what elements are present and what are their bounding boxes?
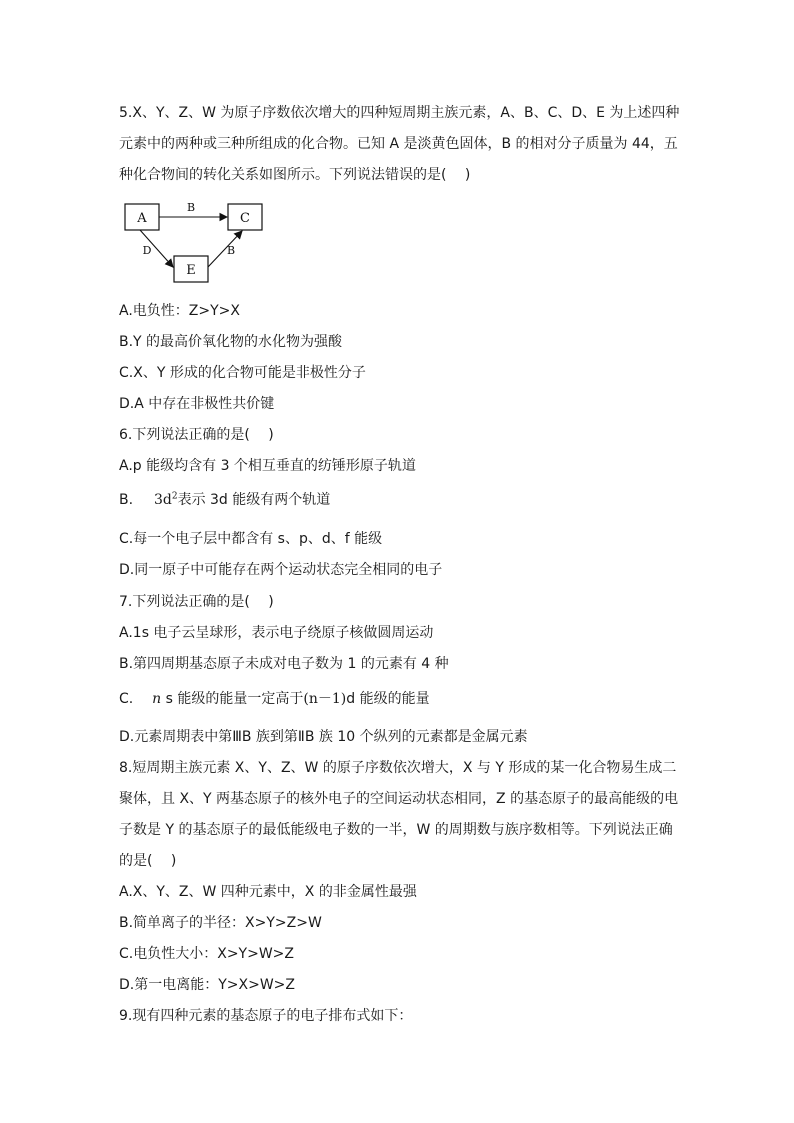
q8-option-c: C.电负性大小：X>Y>W>Z — [119, 946, 294, 962]
q8-stem-line-1: 8.短周期主族元素 X、Y、Z、W 的原子序数依次增大，X 与 Y 形成的某一化合物易生成二 — [119, 760, 677, 776]
q8-option-a: A.X、Y、Z、W 四种元素中，X 的非金属性最强 — [119, 884, 417, 900]
q5-stem-line-3: 种化合物间的转化关系如图所示。下列说法错误的是( ) — [119, 167, 471, 183]
q7-option-c — [119, 690, 430, 708]
arrow-e-to-c — [208, 231, 242, 267]
diagram-box-e-label: E — [186, 263, 196, 278]
q7-option-b: B.第四周期基态原子未成对电子数为 1 的元素有 4 种 — [119, 656, 449, 672]
q7-option-c-paren: (n－1) — [303, 691, 347, 707]
q5-option-b: B.Y 的最高价氧化物的水化物为强酸 — [119, 334, 343, 350]
q8-stem-line-4: 的是( ) — [119, 853, 177, 869]
q6-stem: 6.下列说法正确的是( ) — [119, 427, 274, 443]
q7-option-c-prefix: C. — [119, 691, 134, 707]
q6-option-a: A.p 能级均含有 3 个相互垂直的纺锤形原子轨道 — [119, 458, 416, 474]
q6-option-b-formula — [154, 492, 178, 508]
q5-stem-line-2: 元素中的两种或三种所组成的化合物。已知 A 是淡黄色固体，B 的相对分子质量为 44，五 — [119, 136, 678, 152]
arrow-a-to-c-label: B — [186, 201, 196, 214]
diagram-box-c-label: C — [240, 211, 250, 226]
q7-option-c-n: n — [152, 691, 162, 707]
q5-option-d: D.A 中存在非极性共价键 — [119, 396, 275, 412]
arrow-a-to-e-label: D — [142, 244, 152, 257]
q8-stem-line-3: 子数是 Y 的基态原子的最低能级电子数的一半，W 的周期数与族序数相等。下列说法正确 — [119, 822, 673, 838]
q8-option-d: D.第一电离能：Y>X>W>Z — [119, 977, 295, 993]
q6-option-b-formula-sup: 2 — [171, 491, 178, 502]
q8-option-b: B.简单离子的半径：X>Y>Z>W — [119, 915, 322, 931]
q6-option-b-formula-base: 3d — [153, 492, 172, 508]
q6-option-b-text: 表示 3d 能级有两个轨道 — [177, 492, 331, 508]
arrow-e-to-c-label: B — [226, 244, 236, 257]
q6-option-b-prefix: B. — [119, 492, 134, 508]
q7-stem: 7.下列说法正确的是( ) — [119, 594, 274, 610]
q8-stem-line-2: 聚体，且 X、Y 两基态原子的核外电子的空间运动状态相同，Z 的基态原子的最高能级的电 — [119, 791, 679, 807]
q7-option-c-mid: s 能级的能量一定高于 — [165, 691, 304, 707]
q5-option-a: A.电负性：Z>Y>X — [119, 303, 240, 319]
q9-stem: 9.现有四种元素的基态原子的电子排布式如下： — [119, 1008, 413, 1024]
q7-option-d: D.元素周期表中第ⅢB 族到第ⅡB 族 10 个纵列的元素都是金属元素 — [119, 729, 528, 745]
diagram-box-a-label: A — [137, 211, 147, 226]
q5-stem-line-1: 5.X、Y、Z、W 为原子序数依次增大的四种短周期主族元素，A、B、C、D、E 为上述四种 — [119, 105, 680, 121]
q5-option-c: C.X、Y 形成的化合物可能是非极性分子 — [119, 365, 366, 381]
q5-conversion-diagram — [118, 196, 278, 286]
q7-option-a: A.1s 电子云呈球形，表示电子绕原子核做圆周运动 — [119, 625, 434, 641]
q6-option-b — [119, 491, 330, 509]
q6-option-d: D.同一原子中可能存在两个运动状态完全相同的电子 — [119, 562, 443, 578]
q7-option-c-end: d 能级的能量 — [346, 691, 430, 707]
q6-option-c: C.每一个电子层中都含有 s、p、d、f 能级 — [119, 531, 383, 547]
